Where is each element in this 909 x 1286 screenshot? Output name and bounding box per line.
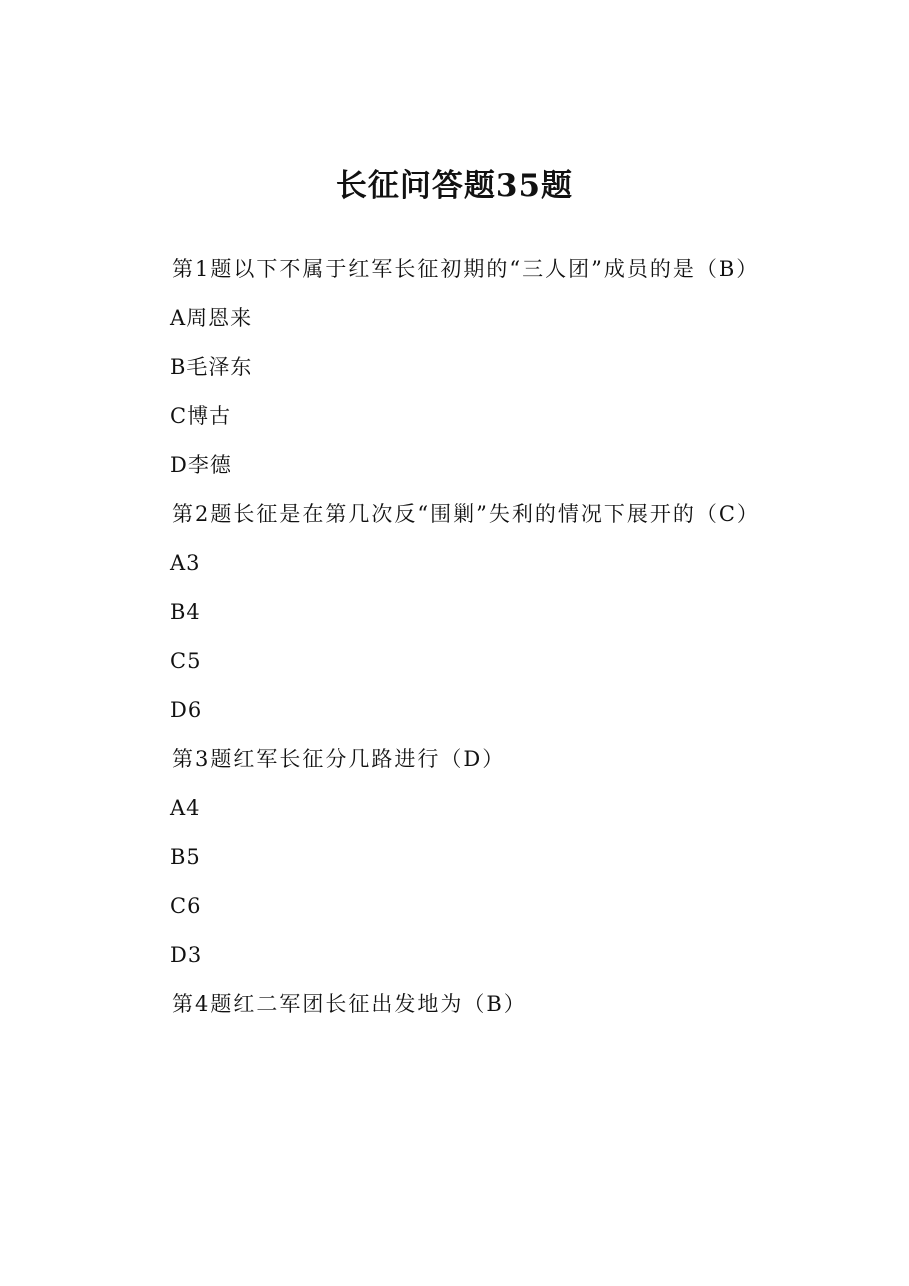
question-2-option-c: C5 [170, 649, 202, 673]
question-1: 第1题以下不属于红军长征初期的“三人团”成员的是（B） [172, 257, 760, 281]
question-1-option-a: A周恩来 [170, 306, 253, 330]
document-body [130, 245, 798, 1029]
question-3-option-c: C6 [170, 894, 202, 918]
question-2-option-b: B4 [170, 600, 201, 624]
question-1-option-b: B毛泽东 [170, 355, 253, 379]
question-3-option-a: A4 [170, 796, 201, 820]
question-3: 第3题红军长征分几路进行（D） [172, 747, 506, 771]
question-2-option-a: A3 [170, 551, 201, 575]
question-3-option-d: D3 [170, 943, 203, 967]
question-2: 第2题长征是在第几次反“围剿”失利的情况下展开的（C） [172, 502, 760, 526]
question-1-option-d: D李德 [170, 453, 232, 477]
question-4: 第4题红二军团长征出发地为（B） [172, 992, 527, 1016]
document-title: 长征问答题35题 [335, 168, 574, 204]
question-3-option-b: B5 [170, 845, 201, 869]
question-2-option-d: D6 [170, 698, 203, 722]
question-1-option-c: C博古 [170, 404, 232, 428]
